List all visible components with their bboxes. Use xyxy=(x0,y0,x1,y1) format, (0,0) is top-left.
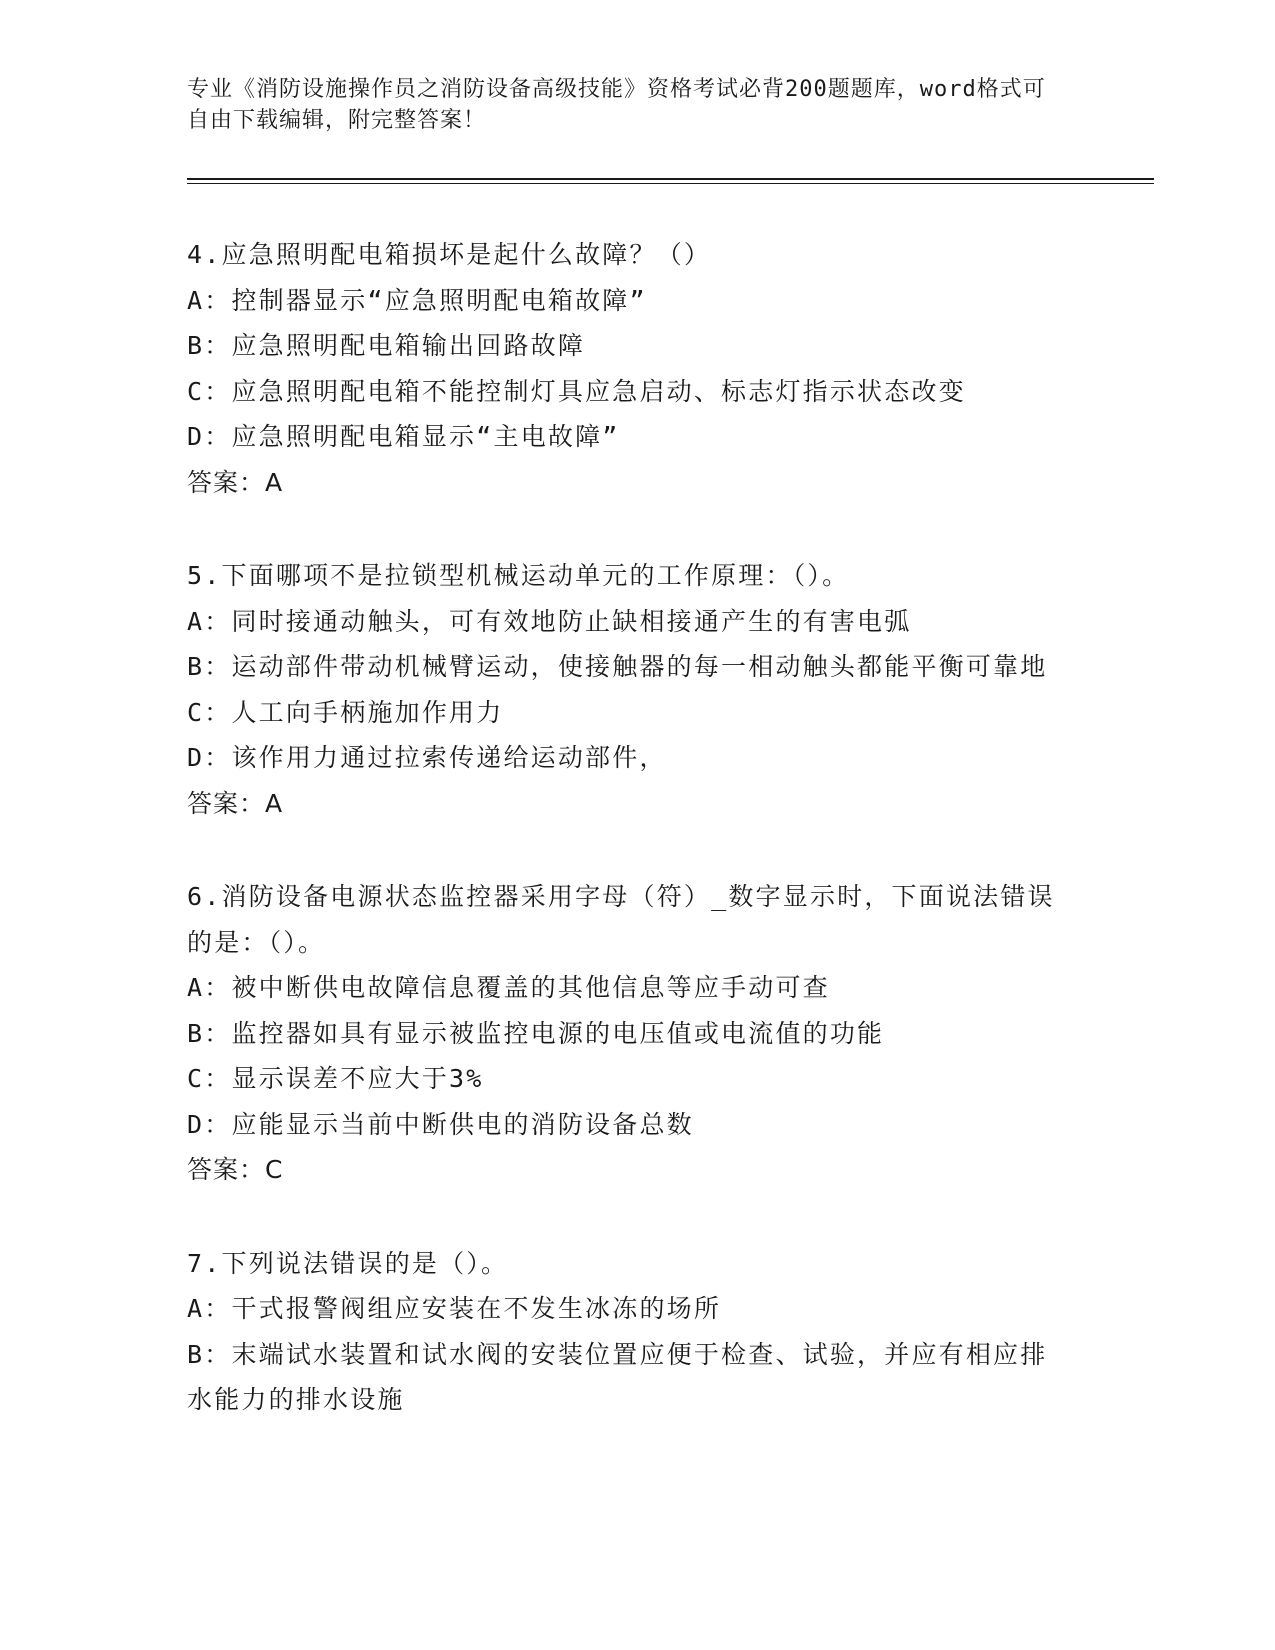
question-stem: 5.下面哪项不是拉锁型机械运动单元的工作原理：（）。 xyxy=(187,561,850,590)
option-a: A：同时接通动触头，可有效地防止缺相接通产生的有害电弧 xyxy=(187,606,912,636)
question-stem: 4.应急照明配电箱损坏是起什么故障？（） xyxy=(187,240,712,269)
header-divider-thick xyxy=(187,178,1154,180)
option-a: A：被中断供电故障信息覆盖的其他信息等应手动可查 xyxy=(187,973,830,1002)
option-b: B：运动部件带动机械臂运动，使接触器的每一相动触头都能平衡可靠地 xyxy=(187,652,1048,681)
header-divider-thin xyxy=(187,183,1154,184)
option-c: C：人工向手柄施加作用力 xyxy=(187,697,504,727)
document-header-title: 专业《消防设施操作员之消防设备高级技能》资格考试必背200题题库，word格式可自由下载编辑，附完整答案！ xyxy=(187,77,1046,133)
question-stem: 6.消防设备电源状态监控器采用字母（符）_数字显示时，下面说法错误的是：（）。 xyxy=(187,882,1055,957)
answer-line: 答案：A xyxy=(187,788,284,818)
question-list xyxy=(187,232,1067,1471)
option-a: A：控制器显示“应急照明配电箱故障” xyxy=(187,285,647,315)
option-a: A：干式报警阀组应安装在不发生冰冻的场所 xyxy=(187,1294,722,1323)
option-d: D：应能显示当前中断供电的消防设备总数 xyxy=(187,1109,694,1139)
option-d: D：该作用力通过拉索传递给运动部件， xyxy=(187,743,667,772)
question-5 xyxy=(187,553,1067,826)
question-6 xyxy=(187,874,1067,1193)
option-c: C：显示误差不应大于3% xyxy=(187,1064,484,1093)
question-stem: 7.下列说法错误的是（）。 xyxy=(187,1248,509,1278)
question-4 xyxy=(187,232,1067,505)
option-b: B：监控器如具有显示被监控电源的电压值或电流值的功能 xyxy=(187,1018,885,1048)
answer-line: 答案：A xyxy=(187,467,284,497)
option-d: D：应急照明配电箱显示“主电故障” xyxy=(187,422,620,451)
option-b: B：末端试水装置和试水阀的安装位置应便于检查、试验，并应有相应排水能力的排水设施 xyxy=(187,1339,1048,1414)
option-b: B：应急照明配电箱输出回路故障 xyxy=(187,331,586,360)
answer-line: 答案：C xyxy=(187,1155,284,1184)
question-7 xyxy=(187,1241,1067,1423)
option-c: C：应急照明配电箱不能控制灯具应急启动、标志灯指示状态改变 xyxy=(187,376,966,406)
